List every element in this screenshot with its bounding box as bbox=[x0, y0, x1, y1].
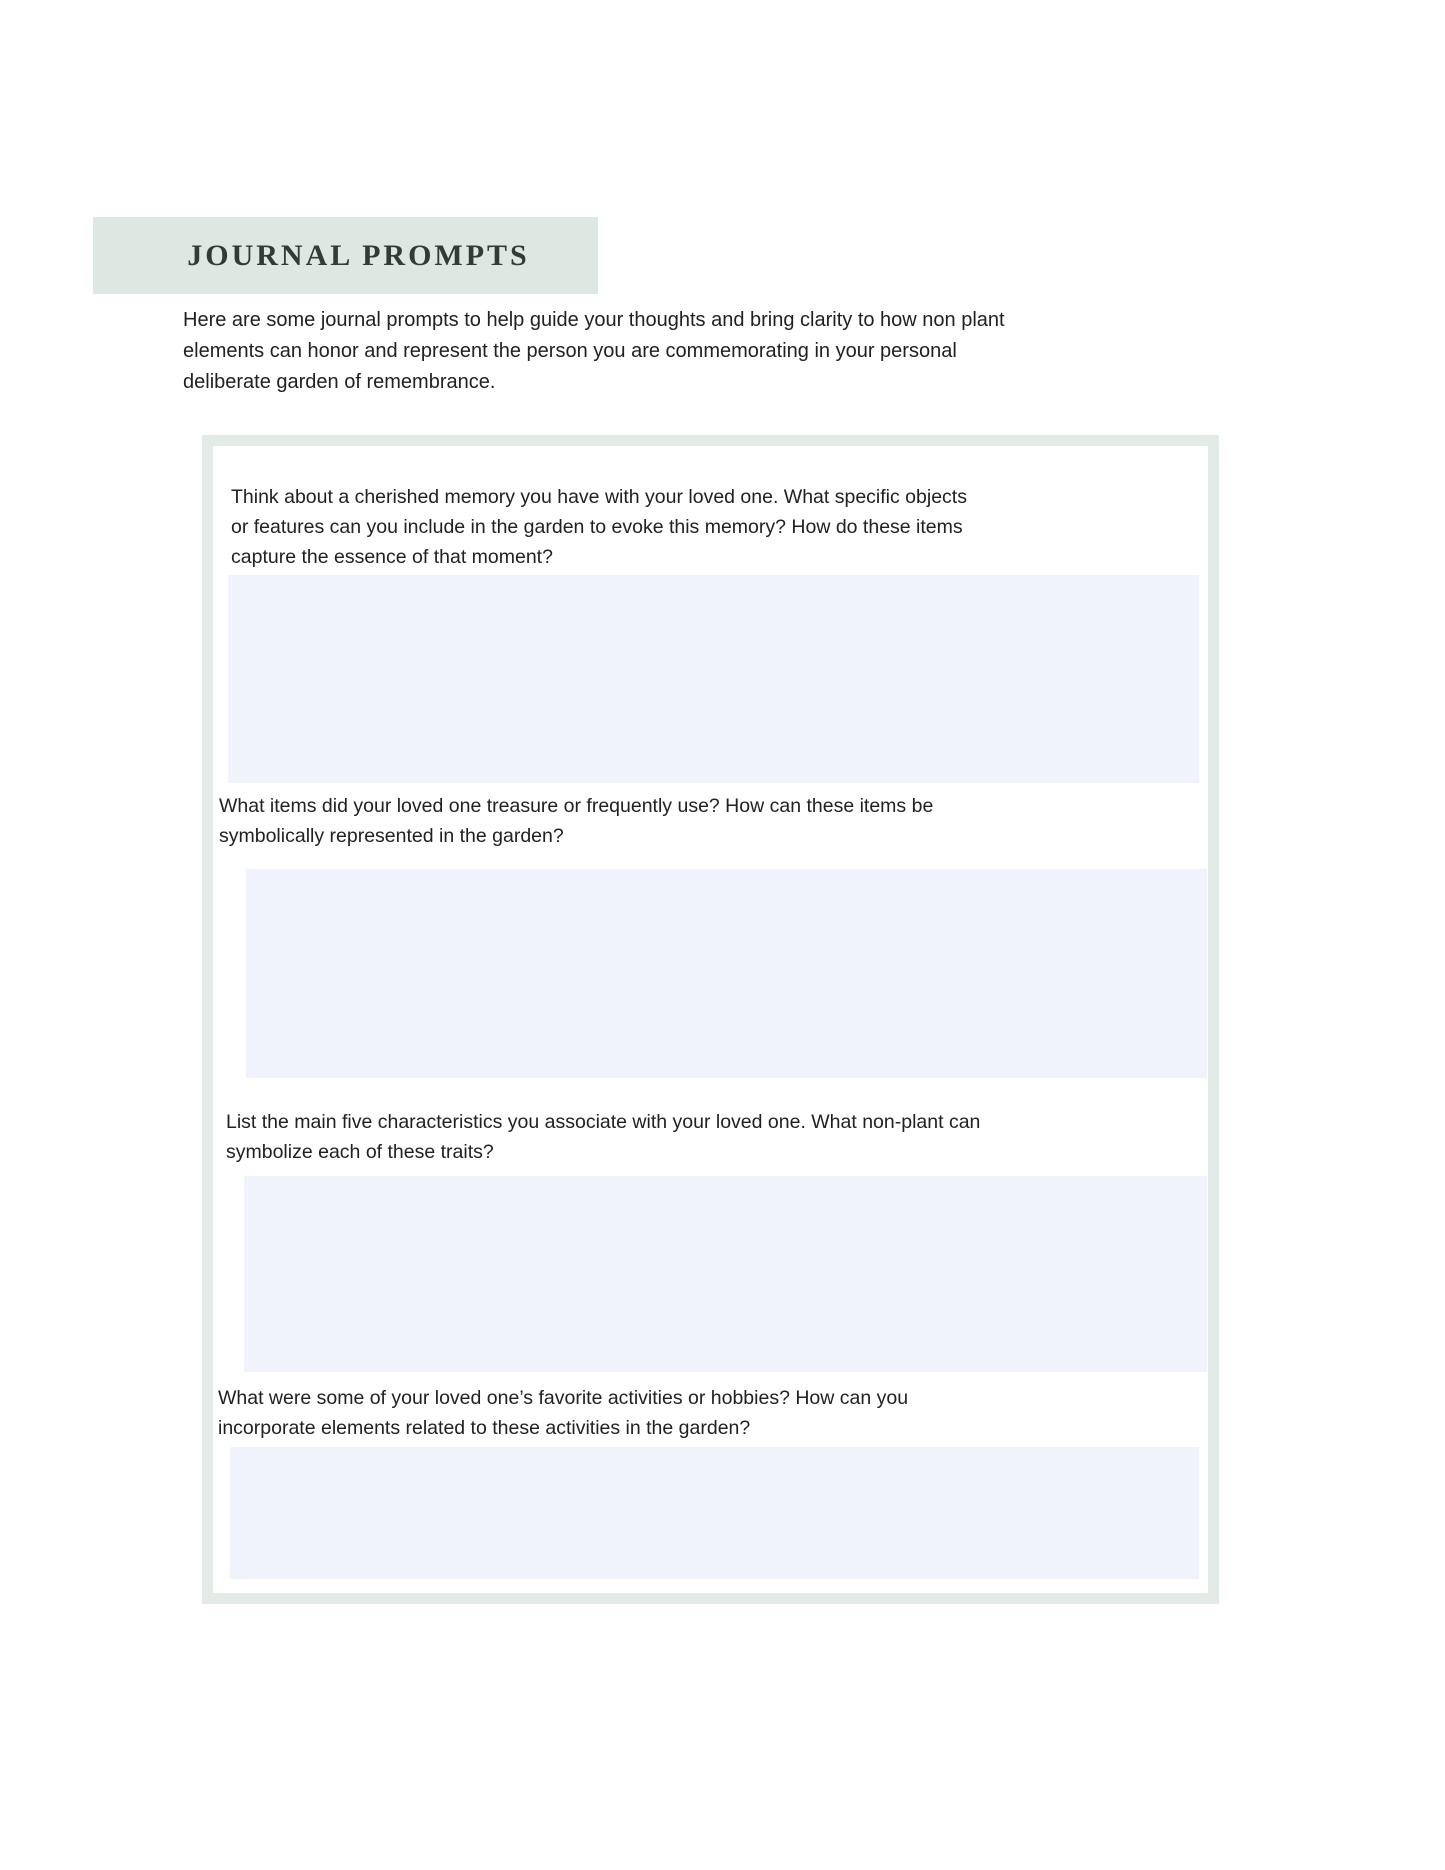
answer-area-4[interactable] bbox=[230, 1447, 1199, 1579]
answer-area-3[interactable] bbox=[244, 1176, 1207, 1372]
prompt-question-2 bbox=[219, 791, 933, 851]
intro-line: Here are some journal prompts to help guide your thoughts and bring clarity to how non plant bbox=[183, 309, 1005, 331]
page-title: JOURNAL PROMPTS bbox=[187, 238, 530, 272]
prompt-question-1-line: Think about a cherished memory you have with your loved one. What specific objects bbox=[231, 486, 967, 508]
prompt-question-2-line: What items did your loved one treasure or frequently use? How can these items be bbox=[219, 795, 934, 817]
intro-paragraph bbox=[183, 305, 1083, 398]
page-title-band bbox=[93, 217, 598, 294]
prompt-question-4 bbox=[218, 1383, 908, 1443]
intro-line: deliberate garden of remembrance. bbox=[183, 371, 496, 393]
prompt-question-1 bbox=[231, 482, 967, 572]
prompt-question-3 bbox=[226, 1107, 980, 1167]
prompt-question-1-line: or features can you include in the garden to evoke this memory? How do these items bbox=[231, 516, 963, 538]
prompt-question-2-line: symbolically represented in the garden? bbox=[219, 825, 564, 847]
prompts-panel bbox=[202, 435, 1219, 1604]
prompt-question-3-line: List the main five characteristics you associate with your loved one. What non-plant can bbox=[226, 1111, 981, 1133]
prompt-question-4-line: What were some of your loved one’s favorite activities or hobbies? How can you bbox=[218, 1387, 909, 1409]
answer-area-2[interactable] bbox=[246, 869, 1207, 1078]
prompt-question-4-line: incorporate elements related to these activities in the garden? bbox=[218, 1417, 751, 1439]
prompt-question-1-line: capture the essence of that moment? bbox=[231, 546, 553, 568]
prompt-question-3-line: symbolize each of these traits? bbox=[226, 1141, 494, 1163]
intro-line: elements can honor and represent the person you are commemorating in your personal bbox=[183, 340, 957, 362]
answer-area-1[interactable] bbox=[228, 575, 1199, 783]
